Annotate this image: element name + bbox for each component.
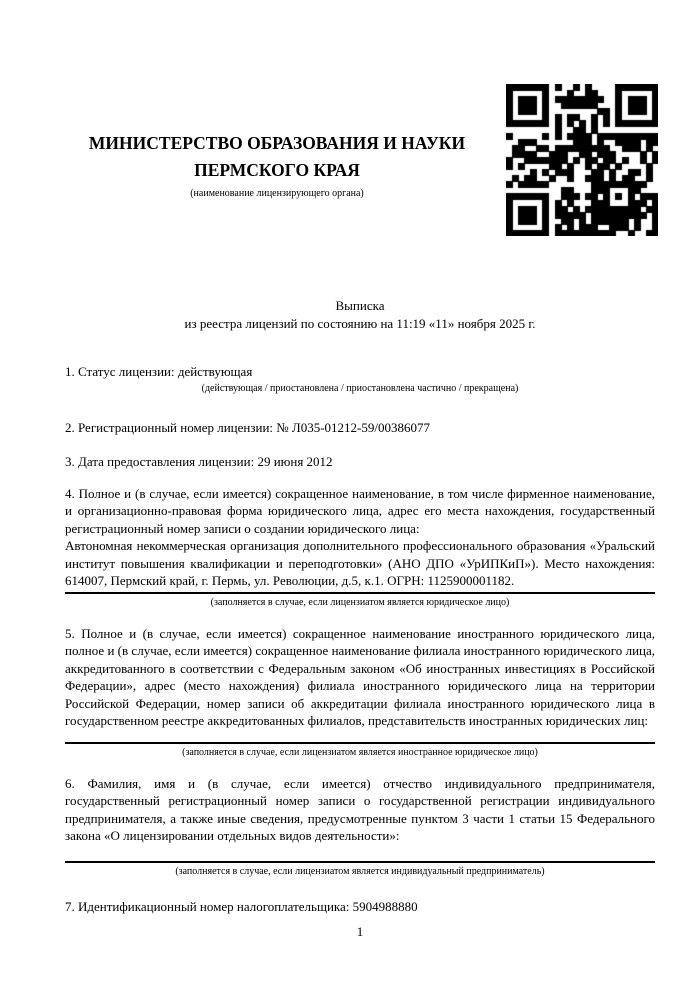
page-number: 1 — [356, 924, 364, 939]
ministry-name-line2: ПЕРМСКОГО КРАЯ — [194, 160, 360, 180]
item-1-caption: (действующая / приостановлена / приостановлена частично / прекращена) — [201, 382, 519, 394]
item-2-registration-number: 2. Регистрационный номер лицензии: № Л035-01212-59/00386077 — [65, 419, 431, 435]
document-title — [65, 297, 655, 333]
qr-code-container — [506, 84, 658, 236]
item-5-caption: (заполняется в случае, если лицензиатом является иностранное юридическое лицо) — [182, 746, 538, 758]
item-4-caption: (заполняется в случае, если лицензиатом является юридическое лицо) — [210, 596, 510, 608]
fill-in-rule-foreign-entity — [65, 742, 655, 744]
fill-in-rule-entrepreneur — [65, 861, 655, 863]
item-1-license-status: 1. Статус лицензии: действующая — [65, 364, 253, 379]
fill-in-rule-legal-entity — [65, 592, 655, 594]
item-7-taxpayer-id: 7. Идентификационный номер налогоплательщика: 5904988880 — [65, 898, 418, 914]
item-6-entrepreneur-prompt: 6. Фамилия, имя и (в случае, если имеется) отчество индивидуального предпринимателя, государственный регистрационный номер записи о государственной регистрации индивидуального предпринимателя, а также иные сведения, предусмотренные пунктом 3 части 1 статьи 15 Федерального закона «О лицензировании отдельных видов деятельности»: — [65, 775, 655, 843]
item-4-legal-entity-prompt: 4. Полное и (в случае, если имеется) сокращенное наименование, в том числе фирменное наименование, и организационно-правовая форма юридического лица, адрес его места нахождения, государственный регистрационный номер записи о создании юридического лица: — [65, 485, 655, 536]
issuing-authority-block — [65, 130, 489, 200]
ministry-name-line1: МИНИСТЕРСТВО ОБРАЗОВАНИЯ И НАУКИ — [88, 133, 466, 153]
item-5-foreign-entity-prompt: 5. Полное и (в случае, если имеется) сокращенное наименование иностранного юридического лица, полное и (в случае, если имеется) сокращенное наименование филиала иностранного юридического лица, аккредитованного в соответствии с Федеральным законом «Об иностранных инвестициях в Российской Федерации», адрес (место нахождения) филиала иностранного юридического лица на территории Российской Федерации, номер записи об аккредитации филиала иностранного юридического лица в государственном реестре аккредитованных филиалов, представительств иностранных юридических лиц: — [65, 625, 655, 728]
item-4-legal-entity-value: Автономная некоммерческая организация дополнительного профессионального образования «Уральский институт повышения квалификации и переподготовки» (АНО ДПО «УрИПКиП»). Место нахождения: 614007, Пермский край, г. Пермь, ул. Революции, д.5, к.1. ОГРН: 1125900001182. — [65, 538, 655, 588]
item-6-caption: (заполняется в случае, если лицензиатом является индивидуальный предприниматель) — [175, 865, 545, 877]
document-body — [65, 297, 655, 915]
ministry-name-caption: (наименование лицензирующего органа) — [190, 188, 364, 199]
document-title-line2: из реестра лицензий по состоянию на 11:19 «11» ноября 2025 г. — [184, 316, 536, 331]
qr-code-icon — [506, 84, 658, 236]
document-title-line1: Выписка — [335, 298, 385, 313]
item-3-grant-date: 3. Дата предоставления лицензии: 29 июня 2012 — [65, 454, 333, 469]
